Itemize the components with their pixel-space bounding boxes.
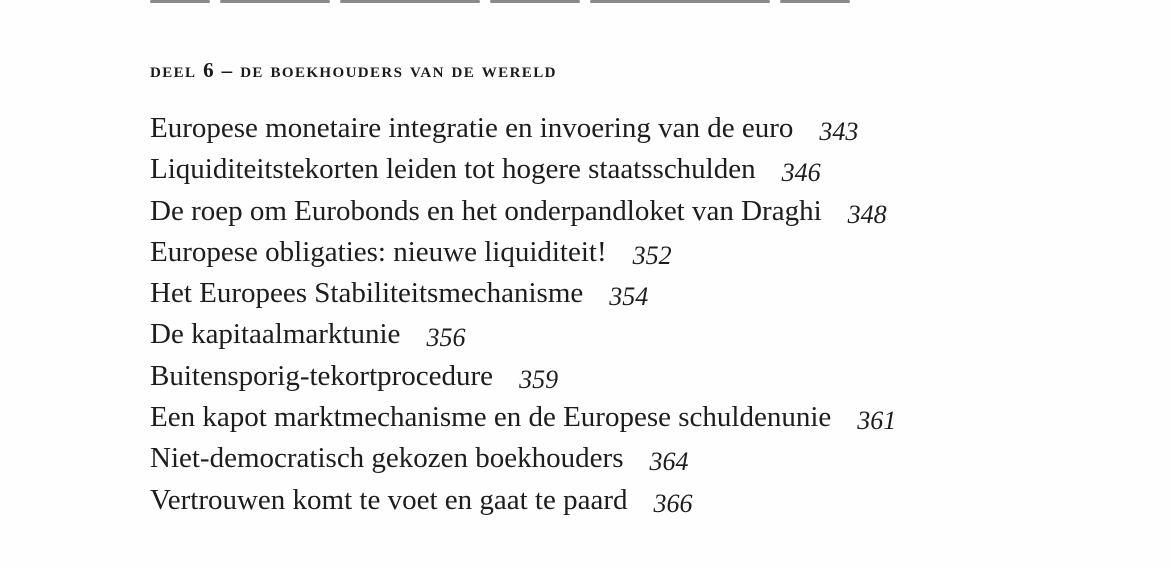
toc-entry-title: Niet-democratisch gekozen boekhouders — [150, 442, 624, 475]
toc-entry-page: 366 — [653, 488, 693, 518]
toc-entry-title: Het Europees Stabiliteitsmechanisme — [150, 277, 584, 310]
toc-entry-title: Een kapot marktmechanisme en de Europese schuldenunie — [150, 401, 832, 434]
toc-entry-title: Liquiditeitstekorten leiden tot hogere staatsschulden — [150, 153, 756, 186]
toc-entry-page: 343 — [819, 117, 859, 146]
toc-entry-page: 348 — [847, 199, 887, 229]
cropped-next-line — [150, 562, 230, 568]
toc-entry-title: De kapitaalmarktunie — [150, 318, 401, 351]
toc-entry[interactable] — [150, 273, 896, 314]
toc-entry[interactable] — [150, 108, 896, 149]
toc-entry-title: Europese obligaties: nieuwe liquiditeit! — [150, 235, 607, 268]
toc-entry[interactable] — [150, 438, 896, 479]
toc-entry[interactable] — [150, 480, 896, 521]
toc-entry[interactable] — [150, 232, 896, 273]
toc-entry-title: De roep om Eurobonds en het onderpandloket van Draghi — [150, 194, 822, 227]
cropped-previous-line — [150, 0, 890, 3]
toc-entry-page: 364 — [649, 447, 689, 477]
toc-entry-page: 361 — [857, 406, 897, 436]
toc-entry[interactable] — [150, 149, 896, 190]
toc-entry-title: Buitensporig-tekortprocedure — [150, 359, 494, 392]
toc-entry-page: 352 — [632, 240, 672, 270]
toc-entry-page: 346 — [781, 158, 821, 188]
toc-entry[interactable] — [150, 356, 896, 397]
toc-entry-page: 356 — [426, 323, 466, 353]
toc-entry-title: Vertrouwen komt te voet en gaat te paard — [150, 483, 628, 516]
toc-entry[interactable] — [150, 191, 896, 232]
toc-entry[interactable] — [150, 397, 896, 438]
toc-entry[interactable] — [150, 314, 896, 355]
toc-entry-page: 354 — [609, 282, 649, 312]
table-of-contents — [150, 108, 896, 521]
toc-entry-page: 359 — [519, 364, 559, 394]
toc-entry-title: Europese monetaire integratie en invoering van de euro — [150, 112, 794, 144]
section-heading: deel 6 – de boekhouders van de wereld — [150, 58, 557, 82]
